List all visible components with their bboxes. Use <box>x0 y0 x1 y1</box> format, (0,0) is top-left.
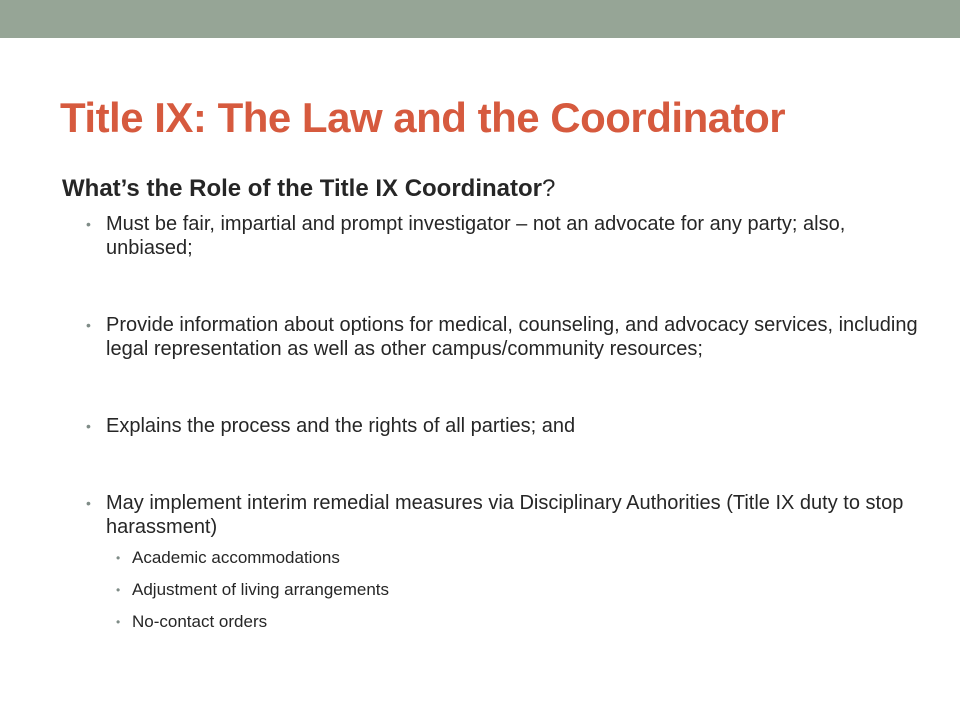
sub-bullet-icon: • <box>116 615 121 629</box>
list-item-text: Provide information about options for medical, counseling, and advocacy services, including legal representation as well as other campus/community resources; <box>106 314 918 360</box>
sub-list-item <box>106 579 922 601</box>
top-accent-bar <box>0 0 960 38</box>
bullet-icon: • <box>86 216 91 232</box>
list-item-text: May implement interim remedial measures via Disciplinary Authorities (Title IX duty to stop harassment) <box>106 492 904 538</box>
list-item <box>62 414 922 438</box>
slide-content <box>62 174 922 643</box>
bullet-icon: • <box>86 317 91 333</box>
bullet-list <box>62 212 922 633</box>
sub-bullet-icon: • <box>116 551 121 565</box>
bullet-icon: • <box>86 418 91 434</box>
sub-list-item-text: Academic accommodations <box>132 548 340 567</box>
subheading-bold: What’s the Role of the Title IX Coordinator <box>62 175 543 202</box>
subheading <box>62 174 922 204</box>
subheading-tail: ? <box>542 175 556 202</box>
sub-list-item <box>106 547 922 569</box>
list-item-text: Must be fair, impartial and prompt investigator – not an advocate for any party; also, unbiased; <box>106 213 846 259</box>
sub-list-item <box>106 611 922 633</box>
sub-list-item-text: No-contact orders <box>132 612 268 631</box>
sub-bullet-list <box>106 547 922 633</box>
list-item-text: Explains the process and the rights of all parties; and <box>106 415 576 437</box>
sub-bullet-icon: • <box>116 583 121 597</box>
sub-list-item-text: Adjustment of living arrangements <box>132 580 390 599</box>
list-item <box>62 313 922 361</box>
slide-title: Title IX: The Law and the Coordinator <box>60 94 786 141</box>
list-item <box>62 212 922 260</box>
list-item <box>62 491 922 633</box>
bullet-icon: • <box>86 495 91 511</box>
